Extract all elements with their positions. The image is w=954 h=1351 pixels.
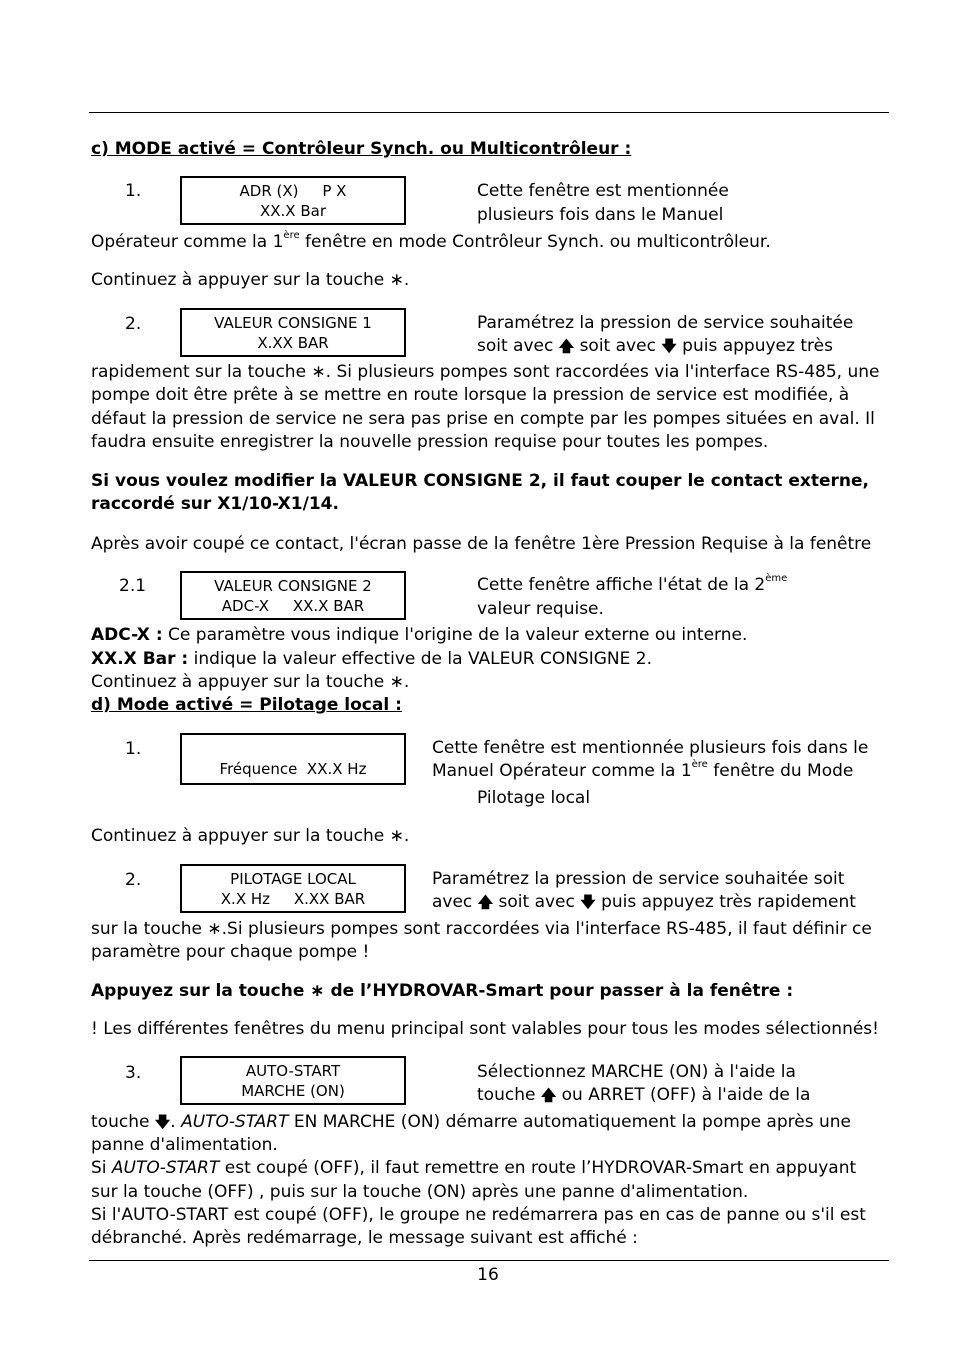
lcd-line: XX.X Bar — [259, 201, 326, 220]
lcd-line: ADC-X XX.X BAR — [221, 596, 365, 615]
text-run: EN MARCHE (ON) démarre automatiquement la pompe après une — [288, 1112, 851, 1132]
desc-text: plusieurs fois dans le Manuel — [477, 205, 724, 225]
lcd-display-autostart — [180, 1056, 406, 1105]
term-label: XX.X Bar : — [91, 649, 189, 669]
desc-text: Sélectionnez MARCHE (ON) à l'aide la — [477, 1062, 796, 1082]
top-rule — [89, 112, 889, 113]
text-run: indique la valeur effective de la VALEUR CONSIGNE 2. — [188, 649, 653, 669]
desc-text — [477, 574, 787, 597]
lcd-display-consigne1 — [180, 308, 406, 357]
arrow-up-icon: 🡅 — [477, 893, 494, 911]
text-run: Manuel Opérateur comme la 1 — [432, 761, 692, 781]
body-text — [91, 1111, 851, 1134]
text-run: soit avec — [493, 892, 581, 912]
text-run: Cette fenêtre affiche l'état de la 2 — [477, 575, 766, 595]
lcd-line: X.XX BAR — [257, 333, 329, 352]
body-text: Si l'AUTO-START est coupé (OFF), le groupe ne redémarrera pas en cas de panne ou s'il est — [91, 1205, 866, 1225]
body-text — [91, 648, 652, 671]
lcd-line: PILOTAGE LOCAL — [230, 869, 356, 888]
arrow-up-icon: 🡅 — [540, 1086, 557, 1104]
lcd-line: ADR (X) P X — [239, 181, 347, 200]
text-run: ou ARRET (OFF) à l'aide de la — [556, 1085, 811, 1105]
menu-note: ! Les différentes fenêtres du menu principal sont valables pour tous les modes sélectionnés! — [91, 1019, 879, 1039]
lcd-line — [182, 739, 404, 759]
desc-text: Cette fenêtre est mentionnée — [477, 181, 729, 201]
body-text: faudra ensuite enregistrer la nouvelle pression requise pour toutes les pompes. — [91, 432, 769, 452]
italic-term: AUTO-START — [181, 1112, 289, 1132]
bold-note: Si vous voulez modifier la VALEUR CONSIGNE 2, il faut couper le contact externe, — [91, 471, 869, 491]
continue-text: Continuez à appuyer sur la touche ∗. — [91, 826, 410, 846]
text-run: fenêtre du Mode — [707, 761, 854, 781]
lcd-display-consigne2 — [180, 571, 406, 620]
body-text: sur la touche (OFF) , puis sur la touche (ON) après une panne d'alimentation. — [91, 1182, 749, 1202]
body-text — [91, 1157, 856, 1180]
text-run: puis appuyez très rapidement — [595, 892, 856, 912]
arrow-down-icon: 🡇 — [580, 893, 596, 911]
arrow-down-icon: 🡇 — [154, 1113, 171, 1131]
desc-text: Paramétrez la pression de service souhaitée soit — [432, 869, 845, 889]
italic-term: AUTO-START — [111, 1158, 220, 1178]
continue-text: Continuez à appuyer sur la touche ∗. — [91, 270, 410, 290]
text-run: touche — [477, 1085, 541, 1105]
body-text: Après avoir coupé ce contact, l'écran passe de la fenêtre 1ère Pression Requise à la fenêtre — [91, 534, 872, 554]
text-run: . — [170, 1112, 182, 1132]
lcd-line: VALEUR CONSIGNE 1 — [214, 313, 372, 332]
item-number: 2. — [125, 870, 142, 890]
desc-text: valeur requise. — [477, 599, 604, 619]
text-run: est coupé (OFF), il faut remettre en route l’HYDROVAR-Smart en appuyant — [219, 1158, 857, 1178]
arrow-down-icon: 🡇 — [661, 337, 677, 355]
text-run: avec — [432, 892, 478, 912]
text-run: Opérateur comme la 1 — [91, 232, 284, 252]
lcd-line: AUTO-START — [245, 1061, 341, 1080]
lcd-display-pilotage — [180, 864, 406, 913]
bold-note: raccordé sur X1/10-X1/14. — [91, 494, 339, 514]
lcd-display-frequence — [180, 733, 406, 785]
lcd-line: Fréquence XX.X Hz — [219, 760, 367, 778]
body-text: défaut la pression de service ne sera pas prise en compte par les pompes situées en aval. Il — [91, 409, 875, 429]
lcd-line: VALEUR CONSIGNE 2 — [214, 576, 372, 595]
section-d-heading: d) Mode activé = Pilotage local : — [91, 695, 402, 715]
body-text: rapidement sur la touche ∗. Si plusieurs pompes sont raccordées via l'interface RS-485, une — [91, 362, 880, 382]
body-text — [91, 624, 747, 647]
desc-text — [477, 335, 833, 358]
text-run: Ce paramètre vous indique l'origine de la valeur externe ou interne. — [162, 625, 748, 645]
text-run: touche — [91, 1112, 155, 1132]
item-number: 1. — [125, 181, 142, 201]
section-c-heading: c) MODE activé = Contrôleur Synch. ou Multicontrôleur : — [91, 139, 632, 159]
body-text: panne d'alimentation. — [91, 1135, 278, 1155]
desc-text: Pilotage local — [477, 788, 591, 808]
page-number: 16 — [477, 1265, 499, 1285]
desc-text: Paramétrez la pression de service souhaitée — [477, 313, 854, 333]
body-text — [91, 231, 771, 254]
item-number: 1. — [125, 739, 142, 759]
bottom-rule — [89, 1260, 889, 1261]
lcd-line: MARCHE (ON) — [241, 1081, 345, 1100]
item-number: 2. — [125, 314, 142, 334]
desc-text — [432, 760, 853, 783]
text-run: fenêtre en mode Contrôleur Synch. ou multicontrôleur. — [299, 232, 771, 252]
item-number: 3. — [125, 1063, 142, 1083]
text-run: soit avec — [477, 336, 559, 356]
text-run: soit avec — [574, 336, 662, 356]
body-text: débranché. Après redémarrage, le message suivant est affiché : — [91, 1228, 638, 1248]
superscript: ère — [691, 759, 708, 771]
item-number: 2.1 — [119, 576, 147, 596]
body-text: paramètre pour chaque pompe ! — [91, 942, 370, 962]
desc-text — [432, 891, 856, 914]
continue-text: Continuez à appuyer sur la touche ∗. — [91, 672, 410, 692]
lcd-display-adr — [180, 176, 406, 225]
desc-text — [477, 1084, 810, 1107]
text-run: puis appuyez très — [676, 336, 833, 356]
superscript: ère — [283, 230, 300, 242]
body-text: pompe doit être prête à se mettre en route lorsque la pression de service est modifiée, à — [91, 385, 850, 405]
arrow-up-icon: 🡅 — [558, 337, 575, 355]
text-run: Si — [91, 1158, 112, 1178]
term-label: ADC-X : — [91, 625, 163, 645]
desc-text: Cette fenêtre est mentionnée plusieurs fois dans le — [432, 738, 869, 758]
superscript: ème — [765, 573, 788, 585]
bold-note: Appuyez sur la touche ∗ de l’HYDROVAR-Smart pour passer à la fenêtre : — [91, 981, 794, 1001]
body-text: sur la touche ∗.Si plusieurs pompes sont raccordées via l'interface RS-485, il faut définir ce — [91, 919, 872, 939]
lcd-line: X.X Hz X.XX BAR — [220, 889, 366, 908]
